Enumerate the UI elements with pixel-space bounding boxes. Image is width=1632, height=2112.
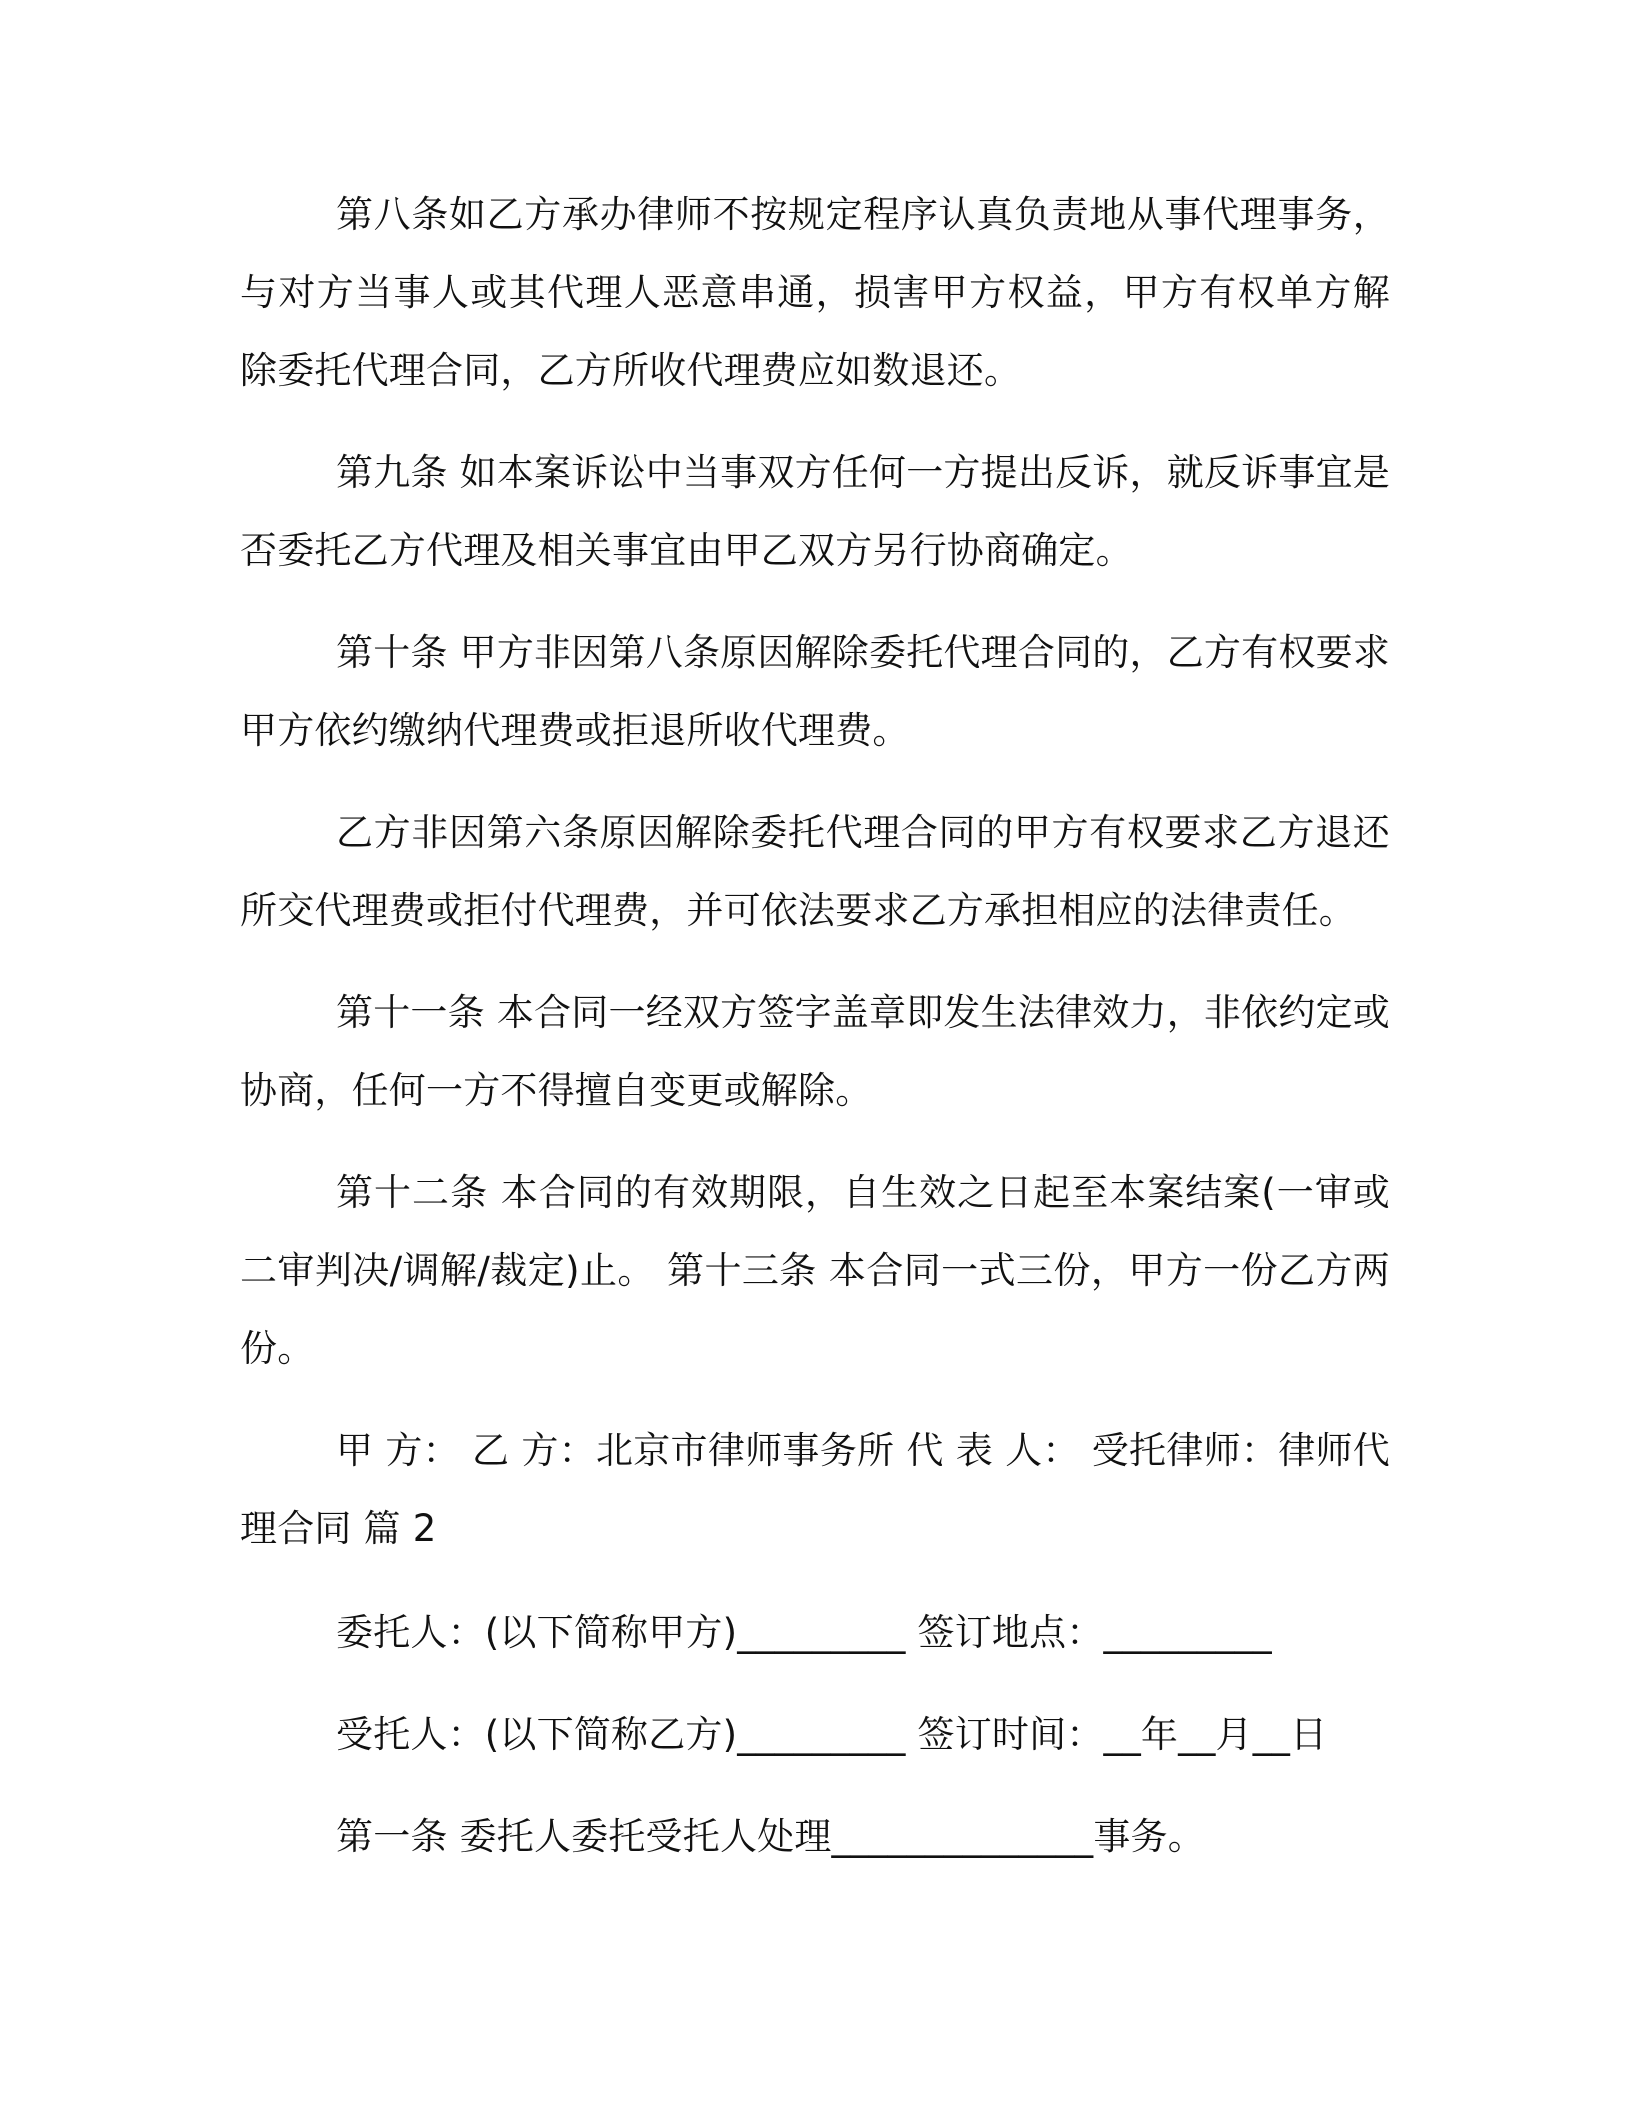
agent-line: 受托人：(以下简称乙方)_________ 签订时间：__年__月__日 <box>336 1713 1328 1756</box>
client-line: 委托人：(以下简称甲方)_________ 签订地点：_________ <box>336 1611 1272 1654</box>
article-9-paragraph: 第九条 如本案诉讼中当事双方任何一方提出反诉，就反诉事宜是否委托乙方代理及相关事宜由甲乙双方另行协商确定。 <box>240 451 1390 572</box>
article-12-13-paragraph: 第十二条 本合同的有效期限，自生效之日起至本案结案(一审或二审判决/调解/裁定)止。 第十三条 本合同一式三份，甲方一份乙方两份。 <box>240 1171 1390 1370</box>
article-11-paragraph: 第十一条 本合同一经双方签字盖章即发生法律效力，非依约定或协商，任何一方不得擅自变更或解除。 <box>240 991 1390 1112</box>
article-8-paragraph: 第八条如乙方承办律师不按规定程序认真负责地从事代理事务，与对方当事人或其代理人恶意串通，损害甲方权益，甲方有权单方解除委托代理合同，乙方所收代理费应如数退还。 <box>240 193 1390 392</box>
signature-block-paragraph: 甲 方： 乙 方：北京市律师事务所 代 表 人： 受托律师：律师代理合同 篇 2 <box>240 1429 1390 1550</box>
article-10-continued-paragraph: 乙方非因第六条原因解除委托代理合同的甲方有权要求乙方退还所交代理费或拒付代理费，并可依法要求乙方承担相应的法律责任。 <box>240 811 1390 932</box>
article-10-paragraph: 第十条 甲方非因第八条原因解除委托代理合同的，乙方有权要求甲方依约缴纳代理费或拒退所收代理费。 <box>240 631 1390 752</box>
article-1-line: 第一条 委托人委托受托人处理______________事务。 <box>336 1815 1205 1858</box>
